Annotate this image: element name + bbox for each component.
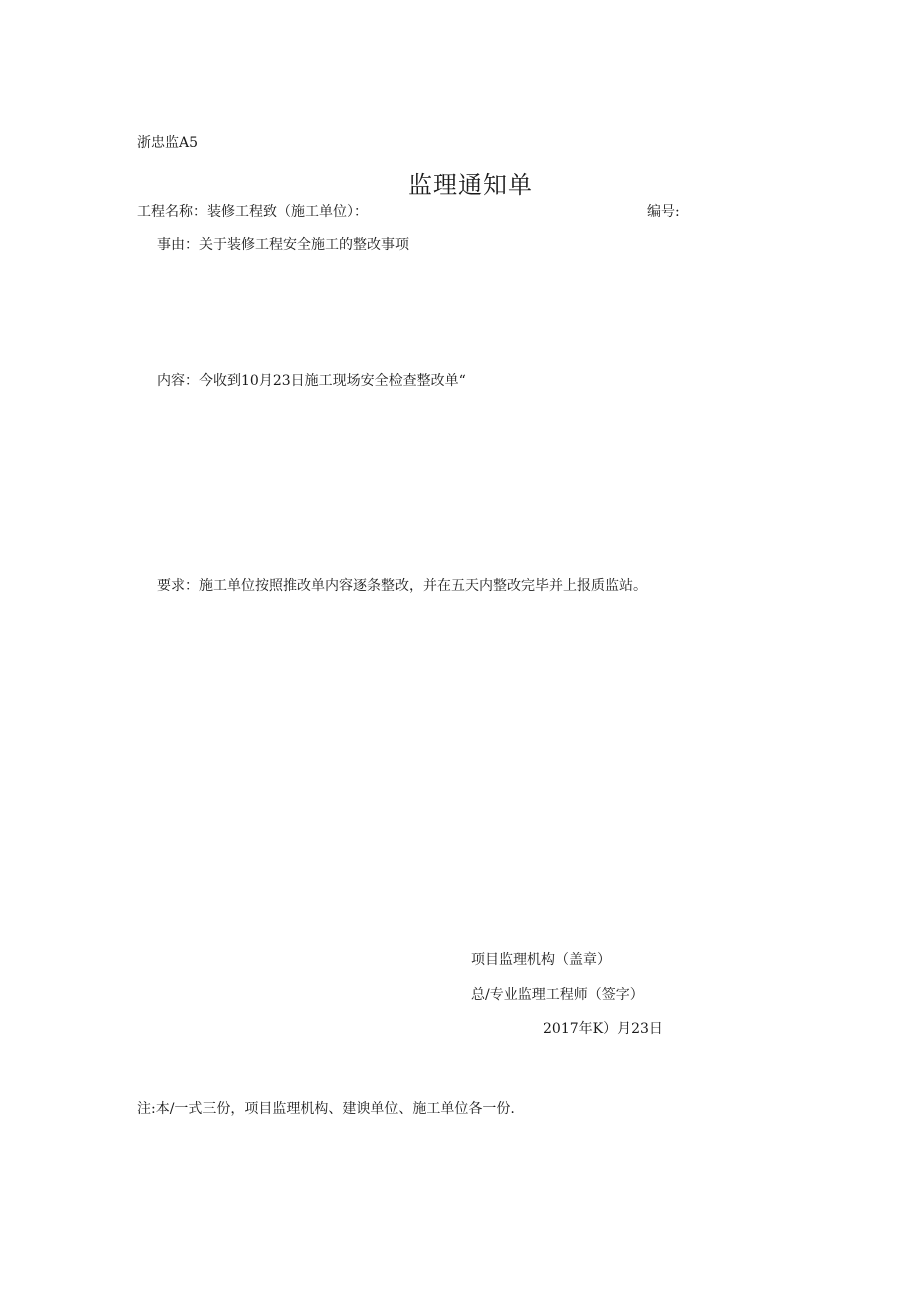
signature-date: 2017年K）月23日 [543,1021,663,1037]
project-name-label: 工程名称：装修工程致（施工单位）： [137,204,368,220]
signature-engineer: 总/专业监理工程师（签字） [471,987,644,1003]
signature-organization: 项目监理机构（盖章） [471,952,611,968]
number-label: 编号: [647,204,680,220]
content-text: 内容：今收到10月23日施工现场安全检查整改单“ [157,373,466,389]
page-title: 监理通知单 [408,171,533,199]
form-code: 浙忠监A5 [137,135,199,151]
footnote: 注:本/一式三份，项目监理机构、建谀单位、施工单位各一份. [137,1101,515,1117]
subject-text: 事由：关于装修工程安全施工的整改事项 [157,237,409,253]
requirement-text: 要求：施工单位按照推改单内容逐条整改，并在五天内整改完毕并上报质监站。 [157,578,647,594]
